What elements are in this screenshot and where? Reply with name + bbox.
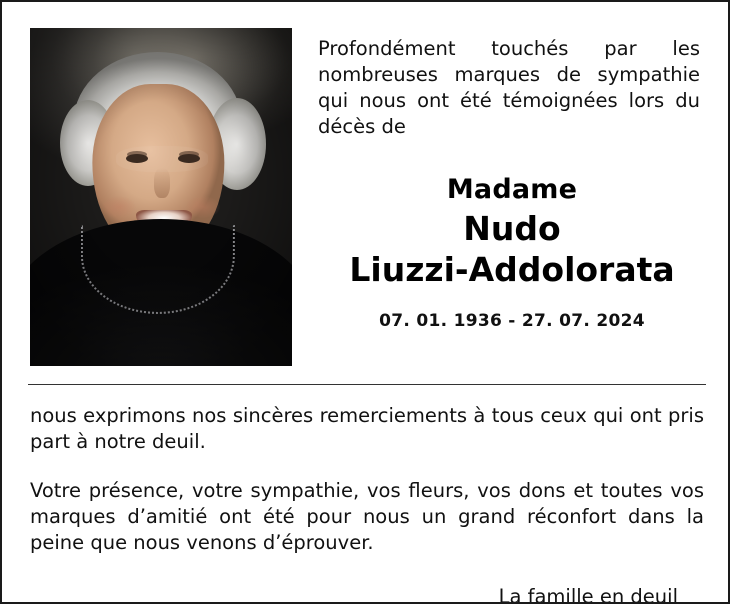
first-name: Nudo <box>463 208 561 248</box>
honorific: Madame <box>446 173 578 205</box>
last-name: Liuzzi-Addolorata <box>349 249 675 289</box>
notice-body <box>2 385 728 604</box>
thanks-paragraph: nous exprimons nos sincères remerciements à tous ceux qui ont pris part à notre deuil. <box>30 404 704 454</box>
portrait-photo <box>30 28 292 366</box>
family-signature: La famille en deuil <box>498 584 678 604</box>
notice-header-section <box>2 2 728 374</box>
life-dates: 07. 01. 1936 - 27. 07. 2024 <box>379 310 645 331</box>
comfort-paragraph: Votre présence, votre sympathie, vos fleurs, vos dons et toutes vos marques d’amitié ont été pour nous un grand réconfort dans la peine que nous venons d’éprouver. <box>30 478 704 555</box>
intro-paragraph: Profondément touchés par les nombreuses marques de sympathie qui nous ont été témoignées lors du décès de <box>318 37 700 138</box>
header-text-column <box>292 28 706 331</box>
deceased-name-block <box>318 174 706 331</box>
portrait-vignette <box>30 28 292 366</box>
